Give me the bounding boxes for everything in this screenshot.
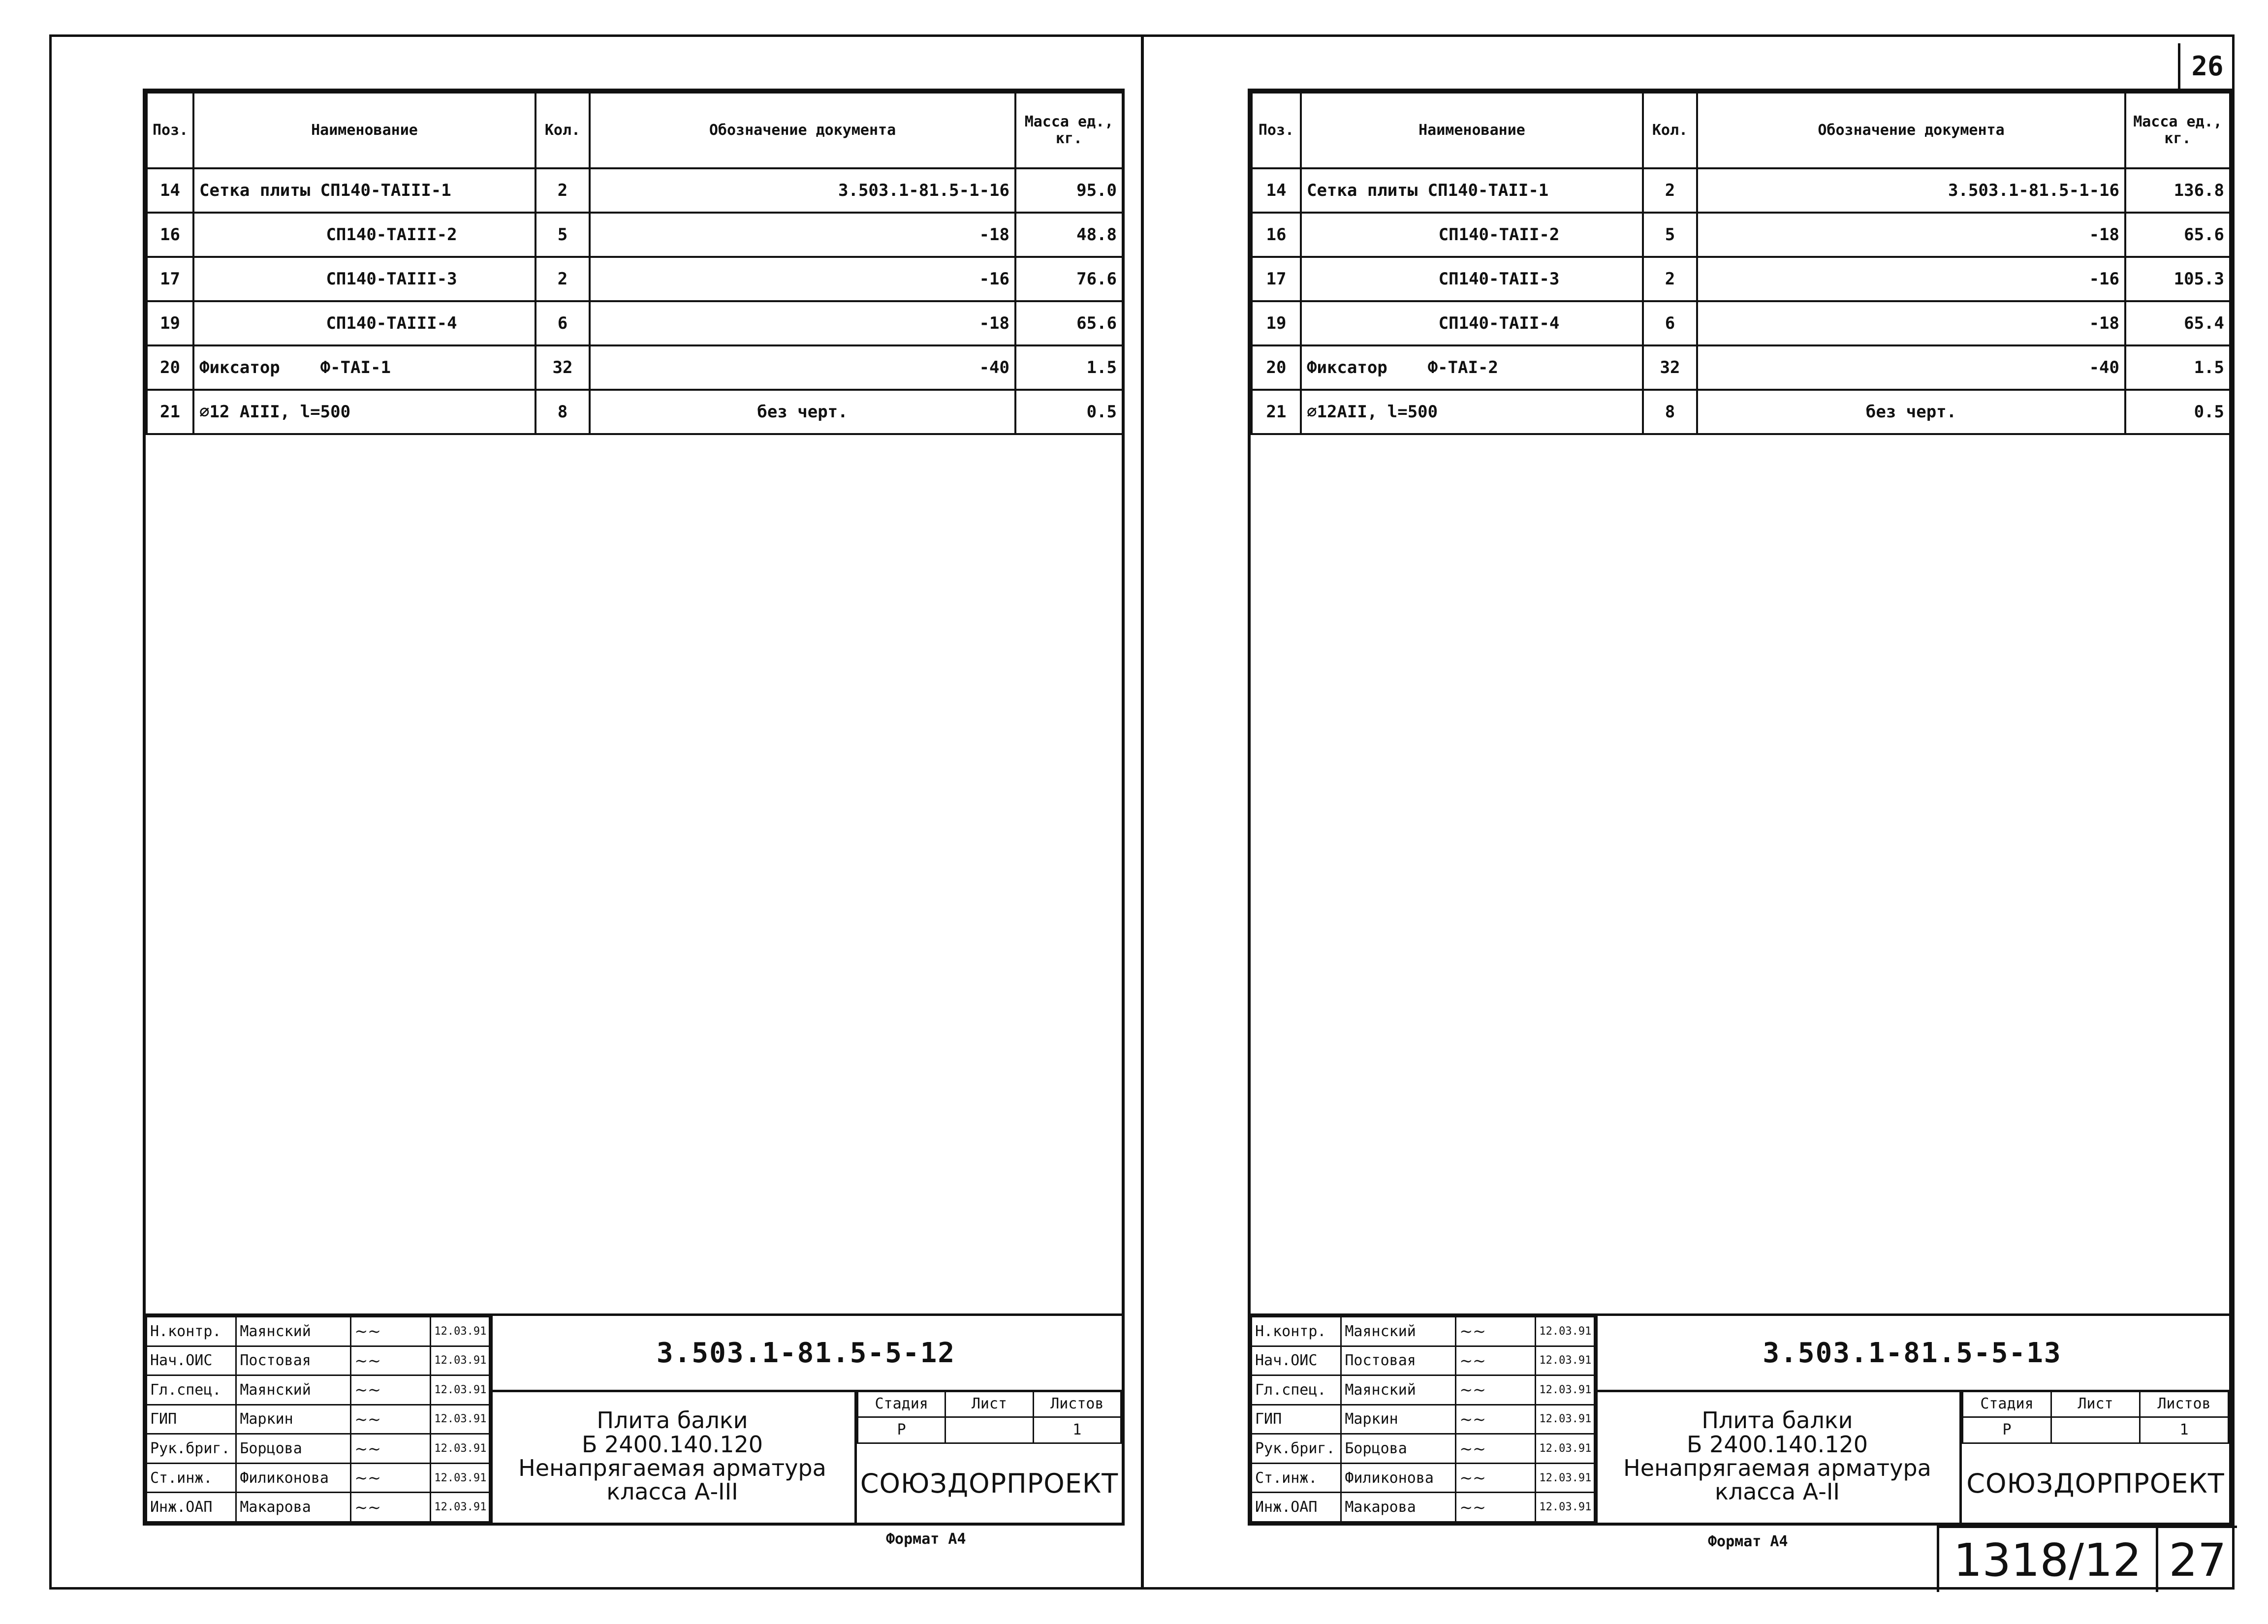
stage-header: Стадия: [1963, 1391, 2051, 1417]
col-header-pos: Поз.: [147, 93, 193, 168]
cell-doc: -18: [1697, 213, 2125, 257]
cell-qty: 32: [536, 345, 590, 390]
cell-mass: 136.8: [2125, 168, 2230, 213]
cell-doc: -40: [1697, 345, 2125, 390]
sig-date: 12.03.91: [431, 1493, 490, 1522]
handwritten-signature: ~~: [351, 1375, 431, 1405]
title-line: Б 2400.140.120: [581, 1431, 763, 1458]
handwritten-signature: ~~: [1456, 1317, 1536, 1346]
spec-sheet-left: [143, 89, 1125, 1526]
cell-mass: 0.5: [2125, 390, 2230, 434]
sig-name: Постовая: [1341, 1346, 1456, 1375]
cell-pos: 16: [147, 213, 193, 257]
cell-mass: 76.6: [1015, 257, 1123, 301]
cell-name: СП140-ТАIII-4: [193, 301, 536, 345]
cell-mass: 1.5: [2125, 345, 2230, 390]
cell-qty: 6: [536, 301, 590, 345]
spec-sheet-right: [1248, 89, 2232, 1526]
inventory-stamp: [1937, 1526, 2237, 1592]
page-number-top: 26: [2178, 43, 2235, 91]
title-line: Ненапрягаемая арматура: [1623, 1455, 1931, 1481]
table-row: [1252, 345, 2230, 390]
stage-block: [857, 1390, 1122, 1444]
cell-doc: 3.503.1-81.5-1-16: [590, 168, 1015, 213]
cell-name: Сетка плиты СП140-ТАII-1: [1301, 168, 1643, 213]
sig-name: Борцова: [236, 1434, 351, 1464]
col-header-pos: Поз.: [1252, 93, 1301, 168]
sheet-header: Лист: [945, 1391, 1033, 1417]
sig-date: 12.03.91: [431, 1346, 490, 1375]
sig-date: 12.03.91: [1536, 1434, 1595, 1464]
title-line: Б 2400.140.120: [1686, 1431, 1868, 1458]
signature-row: [1252, 1317, 1595, 1346]
organization-name: СОЮЗДОРПРОЕКТ: [1966, 1468, 2225, 1499]
cell-name: ∅12АII, l=500: [1301, 390, 1643, 434]
sig-date: 12.03.91: [431, 1405, 490, 1434]
sheets-value: 1: [2140, 1417, 2229, 1443]
cell-name: СП140-ТАIII-2: [193, 213, 536, 257]
cell-pos: 21: [147, 390, 193, 434]
cell-qty: 2: [1643, 257, 1697, 301]
inventory-number: 1318/12: [1939, 1528, 2158, 1592]
col-header-qty: Кол.: [536, 93, 590, 168]
cell-name: Фиксатор Ф-ТАI-1: [193, 345, 536, 390]
cell-mass: 48.8: [1015, 213, 1123, 257]
signature-row: [1252, 1463, 1595, 1493]
sheet-header: Лист: [2051, 1391, 2140, 1417]
sig-name: Филиконова: [236, 1463, 351, 1493]
table-row: [147, 213, 1123, 257]
handwritten-signature: ~~: [1456, 1434, 1536, 1464]
table-row: [1252, 168, 2230, 213]
cell-pos: 17: [147, 257, 193, 301]
table-row: [147, 168, 1123, 213]
cell-name: СП140-ТАII-4: [1301, 301, 1643, 345]
handwritten-signature: ~~: [351, 1493, 431, 1522]
table-row: [1252, 213, 2230, 257]
cell-doc: -18: [590, 213, 1015, 257]
handwritten-signature: ~~: [351, 1346, 431, 1375]
cell-name: СП140-ТАIII-3: [193, 257, 536, 301]
cell-name: ∅12 АIII, l=500: [193, 390, 536, 434]
handwritten-signature: ~~: [1456, 1375, 1536, 1405]
handwritten-signature: ~~: [351, 1405, 431, 1434]
signature-row: [147, 1493, 490, 1522]
cell-doc: без черт.: [1697, 390, 2125, 434]
sig-date: 12.03.91: [431, 1463, 490, 1493]
cell-name: Фиксатор Ф-ТАI-2: [1301, 345, 1643, 390]
table-row: [1252, 301, 2230, 345]
table-row: [1252, 257, 2230, 301]
col-header-name: Наименование: [193, 93, 536, 168]
signature-row: [1252, 1405, 1595, 1434]
signature-row: [147, 1463, 490, 1493]
drawing-title: [1595, 1390, 1962, 1523]
signature-row: [1252, 1493, 1595, 1522]
cell-doc: без черт.: [590, 390, 1015, 434]
signature-row: [147, 1317, 490, 1346]
stage-header: Стадия: [858, 1391, 945, 1417]
table-row: [147, 390, 1123, 434]
sig-date: 12.03.91: [1536, 1375, 1595, 1405]
title-line: Плита балки: [1701, 1407, 1853, 1434]
col-header-name: Наименование: [1301, 93, 1643, 168]
cell-mass: 65.6: [2125, 213, 2230, 257]
sig-name: Макарова: [1341, 1493, 1456, 1522]
cell-mass: 105.3: [2125, 257, 2230, 301]
sig-role: Нач.ОИС: [147, 1346, 236, 1375]
handwritten-signature: ~~: [351, 1463, 431, 1493]
handwritten-signature: ~~: [351, 1434, 431, 1464]
sheet-value: [2051, 1417, 2140, 1443]
sig-role: Нач.ОИС: [1252, 1346, 1341, 1375]
signature-row: [1252, 1346, 1595, 1375]
stage-value: Р: [1963, 1417, 2051, 1443]
cell-qty: 32: [1643, 345, 1697, 390]
col-header-qty: Кол.: [1643, 93, 1697, 168]
cell-name: СП140-ТАII-2: [1301, 213, 1643, 257]
cell-pos: 19: [1252, 301, 1301, 345]
organization-name: СОЮЗДОРПРОЕКТ: [860, 1468, 1119, 1499]
cell-pos: 19: [147, 301, 193, 345]
sig-name: Маянский: [1341, 1317, 1456, 1346]
cell-pos: 14: [147, 168, 193, 213]
sig-role: Инж.ОАП: [147, 1493, 236, 1522]
cell-pos: 20: [147, 345, 193, 390]
sig-role: Рук.бриг.: [147, 1434, 236, 1464]
cell-mass: 65.6: [1015, 301, 1123, 345]
title-line: класса А-II: [1715, 1478, 1840, 1505]
sig-date: 12.03.91: [431, 1434, 490, 1464]
signature-row: [147, 1346, 490, 1375]
handwritten-signature: ~~: [1456, 1346, 1536, 1375]
cell-qty: 8: [536, 390, 590, 434]
title-line: Ненапрягаемая арматура: [518, 1455, 826, 1481]
handwritten-signature: ~~: [1456, 1405, 1536, 1434]
spec-header-row: [1252, 93, 2230, 168]
sheet-value: [945, 1417, 1033, 1443]
col-header-doc: Обозначение документа: [590, 93, 1015, 168]
sheets-value: 1: [1033, 1417, 1121, 1443]
signature-row: [1252, 1375, 1595, 1405]
sig-name: Борцова: [1341, 1434, 1456, 1464]
cell-name: СП140-ТАII-3: [1301, 257, 1643, 301]
cell-doc: -40: [590, 345, 1015, 390]
cell-qty: 5: [1643, 213, 1697, 257]
signature-block: [1251, 1316, 1598, 1523]
sig-role: ГИП: [147, 1405, 236, 1434]
sig-date: 12.03.91: [1536, 1405, 1595, 1434]
signature-row: [1252, 1434, 1595, 1464]
handwritten-signature: ~~: [1456, 1493, 1536, 1522]
sig-role: Н.контр.: [147, 1317, 236, 1346]
sig-name: Постовая: [236, 1346, 351, 1375]
sig-role: Гл.спец.: [147, 1375, 236, 1405]
format-label-right: Формат А4: [1708, 1533, 1788, 1550]
title-line: Плита балки: [597, 1407, 748, 1434]
sig-role: Н.контр.: [1252, 1317, 1341, 1346]
sig-date: 12.03.91: [1536, 1317, 1595, 1346]
drawing-title: [490, 1390, 857, 1523]
spec-table: [146, 92, 1124, 435]
cell-name: Сетка плиты СП140-ТАIII-1: [193, 168, 536, 213]
col-header-mass: Масса ед., кг.: [1015, 93, 1123, 168]
table-row: [1252, 390, 2230, 434]
signature-row: [147, 1434, 490, 1464]
sig-date: 12.03.91: [1536, 1346, 1595, 1375]
format-label-left: Формат А4: [886, 1530, 966, 1548]
col-header-mass: Масса ед., кг.: [2125, 93, 2230, 168]
cell-mass: 65.4: [2125, 301, 2230, 345]
sig-date: 12.03.91: [1536, 1493, 1595, 1522]
cell-pos: 16: [1252, 213, 1301, 257]
sig-role: ГИП: [1252, 1405, 1341, 1434]
sig-name: Маянский: [236, 1375, 351, 1405]
sig-name: Маянский: [236, 1317, 351, 1346]
sig-role: Ст.инж.: [1252, 1463, 1341, 1493]
cell-pos: 21: [1252, 390, 1301, 434]
sig-date: 12.03.91: [431, 1317, 490, 1346]
sig-date: 12.03.91: [431, 1375, 490, 1405]
table-row: [147, 345, 1123, 390]
sig-date: 12.03.91: [1536, 1463, 1595, 1493]
title-line: класса А-III: [606, 1478, 738, 1505]
page-number-bottom: 27: [2169, 1533, 2227, 1587]
stage-block: [1962, 1390, 2229, 1444]
title-block: [146, 1313, 1122, 1523]
cell-pos: 20: [1252, 345, 1301, 390]
cell-qty: 8: [1643, 390, 1697, 434]
spec-header-row: [147, 93, 1123, 168]
cell-qty: 2: [1643, 168, 1697, 213]
cell-doc: 3.503.1-81.5-1-16: [1697, 168, 2125, 213]
spec-table: [1251, 92, 2231, 435]
sheets-header: Листов: [2140, 1391, 2229, 1417]
handwritten-signature: ~~: [1456, 1463, 1536, 1493]
sheet-divider: [1141, 34, 1144, 1590]
cell-pos: 17: [1252, 257, 1301, 301]
sig-role: Инж.ОАП: [1252, 1493, 1341, 1522]
document-code: 3.503.1-81.5-5-13: [1595, 1316, 2229, 1392]
col-header-doc: Обозначение документа: [1697, 93, 2125, 168]
signature-row: [147, 1375, 490, 1405]
sig-name: Филиконова: [1341, 1463, 1456, 1493]
cell-qty: 6: [1643, 301, 1697, 345]
signature-block: [146, 1316, 493, 1523]
document-code: 3.503.1-81.5-5-12: [490, 1316, 1122, 1392]
cell-pos: 14: [1252, 168, 1301, 213]
cell-qty: 5: [536, 213, 590, 257]
table-row: [147, 301, 1123, 345]
sig-role: Рук.бриг.: [1252, 1434, 1341, 1464]
stage-value: Р: [858, 1417, 945, 1443]
table-row: [147, 257, 1123, 301]
sig-role: Гл.спец.: [1252, 1375, 1341, 1405]
cell-mass: 1.5: [1015, 345, 1123, 390]
cell-qty: 2: [536, 257, 590, 301]
sig-name: Маянский: [1341, 1375, 1456, 1405]
cell-mass: 0.5: [1015, 390, 1123, 434]
sig-role: Ст.инж.: [147, 1463, 236, 1493]
cell-doc: -18: [1697, 301, 2125, 345]
cell-doc: -18: [590, 301, 1015, 345]
cell-mass: 95.0: [1015, 168, 1123, 213]
title-block: [1251, 1313, 2229, 1523]
sig-name: Макарова: [236, 1493, 351, 1522]
cell-doc: -16: [590, 257, 1015, 301]
sig-name: Маркин: [236, 1405, 351, 1434]
cell-doc: -16: [1697, 257, 2125, 301]
sheets-header: Листов: [1033, 1391, 1121, 1417]
signature-row: [147, 1405, 490, 1434]
handwritten-signature: ~~: [351, 1317, 431, 1346]
cell-qty: 2: [536, 168, 590, 213]
sig-name: Маркин: [1341, 1405, 1456, 1434]
